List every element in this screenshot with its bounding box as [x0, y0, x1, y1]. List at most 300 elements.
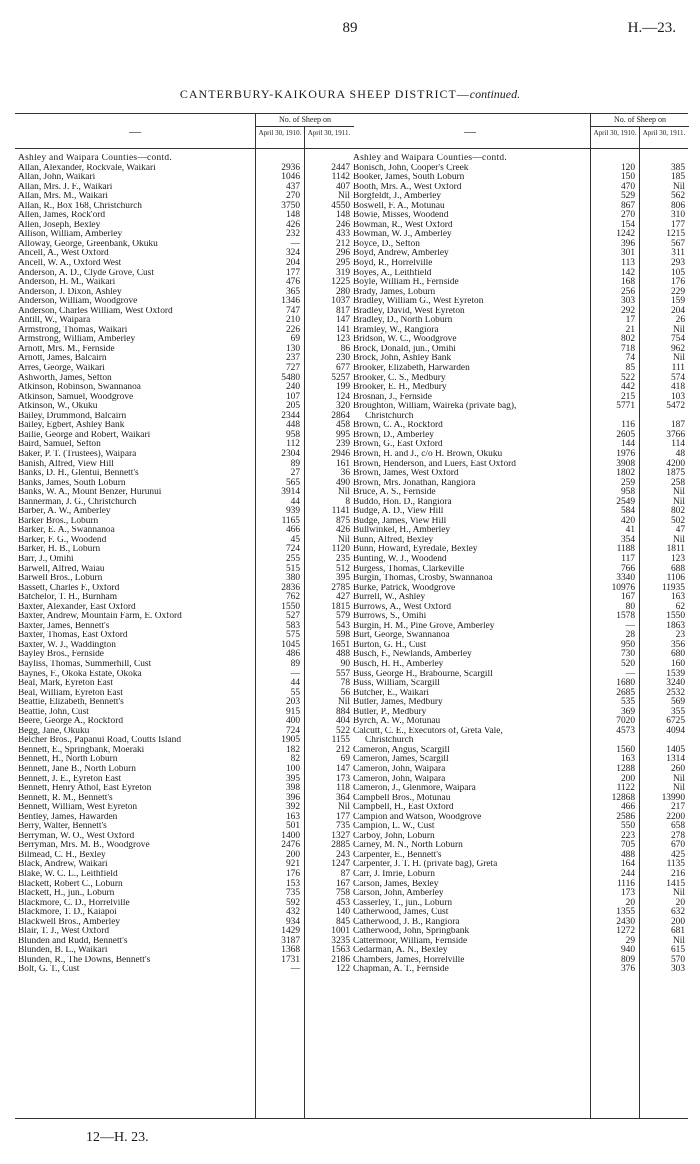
table-row: [15, 593, 353, 603]
sheep-1911: 598: [335, 630, 350, 641]
table-row: [15, 526, 353, 536]
sheep-1911: 229: [670, 286, 685, 297]
table-row: [15, 660, 353, 670]
sheep-1911: Nil: [338, 191, 350, 202]
owner-name: Baker, P. T. (Trustees), Waipara: [18, 449, 137, 459]
owner-name: Brown, James, West Oxford: [353, 469, 459, 479]
sheep-1910: 592: [285, 897, 300, 908]
sheep-1910: 950: [620, 639, 635, 650]
right-table: [350, 113, 688, 1119]
sheep-1910: 365: [285, 286, 300, 297]
table-row: [15, 278, 353, 288]
owner-name: Blackett, H., jun., Loburn: [18, 889, 115, 899]
table-row: [350, 937, 688, 947]
sheep-1910: 501: [285, 821, 300, 832]
sheep-1910: 1242: [616, 229, 635, 240]
table-row: [15, 393, 353, 403]
sheep-1911: 845: [335, 916, 350, 927]
table-row: [350, 221, 688, 231]
sheep-1910: 27: [290, 468, 300, 479]
sheep-1911: 78: [340, 678, 350, 689]
table-row: [15, 545, 353, 555]
owner-name: Black, Andrew, Waikari: [18, 860, 108, 870]
sheep-1910: 85: [625, 363, 635, 374]
table-row: [15, 631, 353, 641]
sheep-1910: 177: [285, 267, 300, 278]
table-row: [350, 880, 688, 890]
table-row: [15, 965, 353, 975]
sheep-1911: 1539: [666, 668, 685, 679]
owner-name: Borgfeldt, J., Amberley: [353, 192, 442, 202]
sheep-1910: 520: [620, 658, 635, 669]
sheep-1911: 356: [670, 639, 685, 650]
sheep-1911: 364: [335, 792, 350, 803]
owner-name: Catherwood, J. B., Rangiora: [353, 917, 460, 927]
table-row: [15, 383, 353, 393]
owner-name: Christchurch: [365, 411, 414, 421]
owner-name: Burton, G. H., Cust: [353, 640, 427, 650]
table-row: [15, 841, 353, 851]
sheep-1910: 17: [625, 315, 635, 326]
sheep-1911: 90: [340, 658, 350, 669]
owner-name: Campbell, H., East Oxford: [353, 803, 454, 813]
sheep-1910: 164: [620, 859, 635, 870]
owner-name: Buddo, Hon. D., Rangiora: [353, 497, 452, 507]
sheep-1911: 176: [670, 277, 685, 288]
table-row: [15, 183, 353, 193]
sheep-1910: 915: [285, 706, 300, 717]
column-1910-header: April 30, 1910.: [255, 127, 304, 148]
owner-name: Campbell Bros., Motunau: [353, 793, 451, 803]
sheep-1911: 658: [670, 821, 685, 832]
table-row: [350, 192, 688, 202]
owner-name: Burgess, Thomas, Clarkeville: [353, 564, 465, 574]
sheep-1911: 13990: [661, 792, 685, 803]
owner-name: Carpenter, J. T. H. (private bag), Greta: [353, 860, 498, 870]
sheep-1910: 5480: [281, 372, 300, 383]
sheep-1911: 243: [335, 849, 350, 860]
table-row: [350, 517, 688, 527]
owner-name: Blake, W. C. L., Leithfield: [18, 870, 118, 880]
table-row: [350, 479, 688, 489]
table-row: [350, 374, 688, 384]
sheep-1911: 433: [335, 229, 350, 240]
sheep-1911: 1141: [331, 506, 350, 517]
sheep-1911: 407: [335, 181, 350, 192]
owner-name: Baxter, Thomas, East Oxford: [18, 631, 128, 641]
sheep-1911: 1405: [666, 744, 685, 755]
table-row: [350, 498, 688, 508]
sheep-1910: 44: [290, 678, 300, 689]
owner-name: Budge, James, View Hill: [353, 516, 447, 526]
table-row: [350, 870, 688, 880]
table-row: [15, 507, 353, 517]
column-1911-header: April 30, 1911.: [639, 127, 688, 148]
sheep-1910: 256: [620, 286, 635, 297]
table-row: [350, 851, 688, 861]
table-row: [15, 374, 353, 384]
owner-name: Cameron, John, Waipara: [353, 774, 446, 784]
owner-name: Barwell, Alfred, Waiau: [18, 564, 105, 574]
sheep-1910: 303: [620, 296, 635, 307]
sheep-1911: 1106: [666, 573, 685, 584]
sheep-1911: 319: [335, 267, 350, 278]
owner-name: Banks, W. A., Mount Benzer, Hurunui: [18, 488, 162, 498]
sheep-1910: 426: [285, 219, 300, 230]
owner-name: Booker, James, South Loburn: [353, 173, 465, 183]
table-row: [15, 288, 353, 298]
owner-name: Catherwood, James, Cust: [353, 908, 449, 918]
table-row: [15, 269, 353, 279]
owner-name: Barker, F. G., Woodend: [18, 535, 107, 545]
sheep-1910: 173: [620, 888, 635, 899]
sheep-1911: 47: [675, 525, 685, 536]
table-row: [15, 765, 353, 775]
sheep-1911: 754: [670, 334, 685, 345]
table-row: [350, 908, 688, 918]
sheep-1911: 303: [670, 964, 685, 975]
table-row: [350, 297, 688, 307]
table-row: [15, 164, 353, 174]
owner-name: Arnott, James, Balcairn: [18, 354, 107, 364]
sheep-1910: 1188: [616, 544, 635, 555]
owner-name: Anderson, H. M., Waikari: [18, 278, 116, 288]
sheep-1910: 204: [285, 258, 300, 269]
sheep-1911: 688: [670, 563, 685, 574]
page-title: [0, 87, 700, 102]
owner-name: Bassett, Charles F., Oxford: [18, 583, 120, 593]
table-row: [350, 927, 688, 937]
owner-name: Calcutt, C. E., Executors of, Greta Vale,: [353, 726, 503, 736]
sheep-1911: 569: [670, 697, 685, 708]
owner-name: Blackett, Robert C., Loburn: [18, 879, 123, 889]
sheep-1910: 1905: [281, 735, 300, 746]
sheep-1910: 2586: [616, 811, 635, 822]
owner-name: Atkinson, Samuel, Woodgrove: [18, 392, 134, 402]
sheep-1911: 562: [670, 191, 685, 202]
sheep-1910: 259: [620, 477, 635, 488]
table-row: [350, 421, 688, 431]
sheep-1910: 2605: [616, 429, 635, 440]
sheep-1911: Nil: [673, 496, 685, 507]
table-row: [15, 603, 353, 613]
table-row: [350, 803, 688, 813]
sheep-1911: 8: [345, 496, 350, 507]
sheep-1910: 20: [625, 897, 635, 908]
table-row: [350, 670, 688, 680]
owner-name: Allan, R., Box 168, Christchurch: [18, 201, 142, 211]
sheep-1910: 163: [620, 754, 635, 765]
sheep-1910: 1368: [281, 945, 300, 956]
table-row: [15, 908, 353, 918]
owner-name: Burrows, A., West Oxford: [353, 602, 452, 612]
owner-name: Campion and Watson, Woodgrove: [353, 812, 482, 822]
sheep-1910: 1288: [616, 764, 635, 774]
sheep-1911: 148: [335, 210, 350, 221]
owner-name: Brown, Henderson, and Luers, East Oxford: [353, 459, 516, 469]
sheep-1911: Nil: [673, 181, 685, 192]
sheep-1910: 5771: [616, 401, 635, 412]
sheep-1911: 570: [670, 954, 685, 965]
owner-name: Beere, George A., Rockford: [18, 717, 124, 727]
sheep-1911: 185: [670, 172, 685, 183]
owner-name: Barber, A. W., Amberley: [18, 507, 111, 517]
sheep-1910: 398: [285, 783, 300, 794]
owner-name: Bennett, Jane B., North Loburn: [18, 765, 136, 774]
sheep-1911: 3766: [666, 429, 685, 440]
owner-name: Allison, William, Amberley: [18, 230, 123, 240]
sheep-1911: 20: [675, 897, 685, 908]
name-column-header: —: [129, 124, 141, 138]
sheep-1911: 453: [335, 897, 350, 908]
sheep-1911: Nil: [673, 487, 685, 498]
owner-name: Allen, Joseph, Bexley: [18, 220, 101, 230]
sheep-1910: 255: [285, 553, 300, 564]
owner-name: Anderson, J. Dixon, Ashley: [18, 287, 122, 297]
owner-name: Bailie, George and Robert, Waikari: [18, 430, 151, 440]
sheep-1910: 29: [625, 935, 635, 946]
sheep-1911: 5257: [331, 372, 350, 383]
owner-name: Boyle, William H., Fernside: [353, 278, 459, 288]
sheep-1911: 4094: [666, 725, 685, 736]
table-row: [350, 440, 688, 450]
sheep-1911: 677: [335, 363, 350, 374]
sheep-1910: 1116: [616, 878, 635, 889]
owner-name: Bowie, Misses, Woodend: [353, 211, 449, 221]
table-row: [350, 230, 688, 240]
sheep-1911: 1247: [331, 859, 350, 870]
sheep-1910: 107: [285, 391, 300, 402]
table-row: [15, 421, 353, 431]
sheep-1911: 1550: [666, 611, 685, 622]
table-row: [15, 555, 353, 565]
sheep-1910: 730: [620, 649, 635, 660]
owner-name: Burrows, S., Omihi: [353, 612, 427, 622]
owner-name: Brown, D., Amberley: [353, 430, 434, 440]
sheep-1910: 144: [620, 439, 635, 450]
sheep-1910: 432: [285, 907, 300, 918]
sheep-1911: 962: [670, 343, 685, 354]
sheep-1910: 940: [620, 945, 635, 956]
owner-name: Bennett, H., North Loburn: [18, 755, 118, 765]
sheep-1911: 111: [671, 363, 685, 374]
sheep-1910: 28: [625, 630, 635, 641]
table-row: [350, 326, 688, 336]
table-row: [350, 775, 688, 785]
owner-name: Brown, C. A., Rockford: [353, 421, 443, 431]
sheep-1910: 3750: [281, 200, 300, 211]
sheep-1911: 295: [335, 258, 350, 269]
sheep-1910: 324: [285, 248, 300, 259]
table-row: [15, 956, 353, 966]
sheep-1910: 1046: [281, 172, 300, 183]
sheep-1910: 69: [290, 334, 300, 345]
sheep-1911: 806: [670, 200, 685, 211]
sheep-1910: 1976: [616, 448, 635, 459]
sheep-1910: 380: [285, 573, 300, 584]
column-1911-header: April 30, 1911.: [304, 127, 353, 148]
owner-name: Bunting, W. J., Woodend: [353, 554, 447, 564]
owner-name: Armstrong, William, Amberley: [18, 335, 136, 345]
sheep-1910: 1355: [616, 907, 635, 918]
table-row: [350, 574, 688, 584]
sheep-1911: 1155: [331, 735, 350, 746]
right-table-header: [350, 114, 688, 149]
owner-name: Blair, T. J., West Oxford: [18, 927, 110, 937]
sheep-1911: 216: [670, 869, 685, 880]
sheep-1911: 293: [670, 258, 685, 269]
sheep-1911: 200: [670, 916, 685, 927]
table-row: [350, 316, 688, 326]
table-row: [15, 259, 353, 269]
sheep-1911: 123: [670, 553, 685, 564]
owner-name: Buss, William, Scargill: [353, 679, 440, 689]
sheep-1911: 418: [670, 382, 685, 393]
owner-name: Allan, Mrs. J. F., Waikari: [18, 182, 113, 192]
sheep-1911: 802: [670, 506, 685, 517]
sheep-1911: 1314: [666, 754, 685, 765]
table-row: [350, 813, 688, 823]
sheep-1910: 301: [620, 248, 635, 259]
sheep-1910: 55: [290, 687, 300, 698]
table-row: [15, 297, 353, 307]
sheep-1911: 512: [335, 563, 350, 574]
sheep-1911: 2946: [331, 448, 350, 459]
table-row: [15, 937, 353, 947]
sheep-1910: 529: [620, 191, 635, 202]
table-row: [350, 393, 688, 403]
sheep-1910: 237: [285, 353, 300, 364]
sheep-1910: 41: [625, 525, 635, 536]
sheep-1910: 1400: [281, 830, 300, 841]
table-row: [350, 918, 688, 928]
owner-name: Barker, H. B., Loburn: [18, 545, 101, 555]
owner-name: Butler, James, Medbury: [353, 698, 443, 708]
sheep-1910: 10976: [611, 582, 635, 593]
sheep-1911: 159: [670, 296, 685, 307]
owner-name: Barr, J., Omihi: [18, 554, 74, 564]
sheep-1910: 176: [285, 869, 300, 880]
sheep-1910: —: [290, 964, 300, 975]
owner-name: Brock, John, Ashley Bank: [353, 354, 452, 364]
section-heading: [15, 154, 353, 164]
sheep-1910: 762: [285, 592, 300, 603]
sheep-1911: 6725: [666, 716, 685, 727]
owner-name: Bailey, Drummond, Balcairn: [18, 411, 127, 421]
owner-name: Barker Bros., Loburn: [18, 516, 99, 526]
sheep-1911: 2785: [331, 582, 350, 593]
sheep-1911: 122: [335, 964, 350, 975]
sheep-1911: 114: [671, 439, 685, 450]
sheep-1910: 168: [620, 277, 635, 288]
table-row: [15, 708, 353, 718]
sheep-1910: 2836: [281, 582, 300, 593]
owner-name: Anderson, William, Woodgrove: [18, 297, 138, 307]
table-row: [350, 832, 688, 842]
table-row: [350, 689, 688, 699]
sheep-1910: 1429: [281, 926, 300, 937]
sheep-1911: 3240: [666, 678, 685, 689]
owner-name: Baxter, Andrew, Mountain Farm, E. Oxford: [18, 612, 182, 622]
sheep-1910: 802: [620, 334, 635, 345]
sheep-1910: 89: [290, 658, 300, 669]
sheep-group-header: No. of Sheep on: [590, 114, 689, 127]
sheep-1910: 437: [285, 181, 300, 192]
owner-name: Cameron, Angus, Scargill: [353, 745, 450, 755]
owner-name: Beal, Mark, Eyreton East: [18, 679, 114, 689]
table-row: [15, 192, 353, 202]
table-row: [350, 288, 688, 298]
owner-name: Bridson, W. C., Woodgrove: [353, 335, 457, 345]
table-row: [15, 717, 353, 727]
owner-name: Budge, A. D., View Hill: [353, 507, 444, 517]
table-row: [15, 450, 353, 460]
sheep-1911: 425: [670, 849, 685, 860]
table-row: [350, 173, 688, 183]
owner-name: Brown, Mrs. Jonathan, Rangiora: [353, 478, 476, 488]
owner-name: Carney, M. N., North Loburn: [353, 841, 463, 851]
sheep-1910: 1346: [281, 296, 300, 307]
owner-name: Bannerman, J. G., Christchurch: [18, 497, 137, 507]
sheep-1910: 205: [285, 401, 300, 412]
sheep-1911: 522: [335, 725, 350, 736]
owner-name: Arres, George, Waikari: [18, 364, 105, 374]
table-row: [15, 670, 353, 680]
sheep-1910: 116: [621, 420, 635, 431]
sheep-1911: 23: [675, 630, 685, 641]
sheep-1911: 235: [335, 553, 350, 564]
table-row: [350, 507, 688, 517]
sheep-1911: Nil: [673, 324, 685, 335]
owner-name: Bennett, R. M., Bennett's: [18, 793, 113, 803]
left-table-body: [15, 154, 353, 975]
sheep-1911: 1863: [666, 620, 685, 631]
sheep-1911: 147: [335, 315, 350, 326]
sheep-1910: 522: [620, 372, 635, 383]
owner-name: Cameron, John, Waipara: [353, 765, 446, 774]
owner-name: Anderson, Charles William, West Oxford: [18, 306, 173, 316]
sheep-1911: 141: [335, 324, 350, 335]
owner-name: Burt, George, Swannanoa: [353, 631, 450, 641]
table-row: [15, 488, 353, 498]
table-row: [15, 727, 353, 737]
sheep-1910: 1045: [281, 639, 300, 650]
table-row: [15, 202, 353, 212]
table-row: [15, 584, 353, 594]
table-row: [15, 832, 353, 842]
sheep-1910: 100: [285, 764, 300, 774]
sheep-1911: Nil: [338, 697, 350, 708]
sheep-1911: 163: [670, 592, 685, 603]
sheep-1910: 82: [290, 754, 300, 765]
owner-name: Cameron, J., Glenmore, Waipara: [353, 784, 476, 794]
owner-name: Atkinson, Robinson, Swannanoa: [18, 383, 141, 393]
table-row: [350, 717, 688, 727]
right-table-body: [350, 154, 688, 975]
table-row: [350, 450, 688, 460]
sheep-1911: 385: [670, 162, 685, 173]
table-row: [350, 746, 688, 756]
section-heading: [350, 154, 688, 164]
table-row: [15, 440, 353, 450]
sheep-1911: 427: [335, 592, 350, 603]
owner-name: Armstrong, Thomas, Waikari: [18, 325, 128, 335]
sheep-1910: 200: [285, 849, 300, 860]
sheep-1910: 354: [620, 534, 635, 545]
sheep-1910: 527: [285, 611, 300, 622]
sheep-1911: 26: [675, 315, 685, 326]
owner-name: Campion, L. W., Cust: [353, 822, 435, 832]
